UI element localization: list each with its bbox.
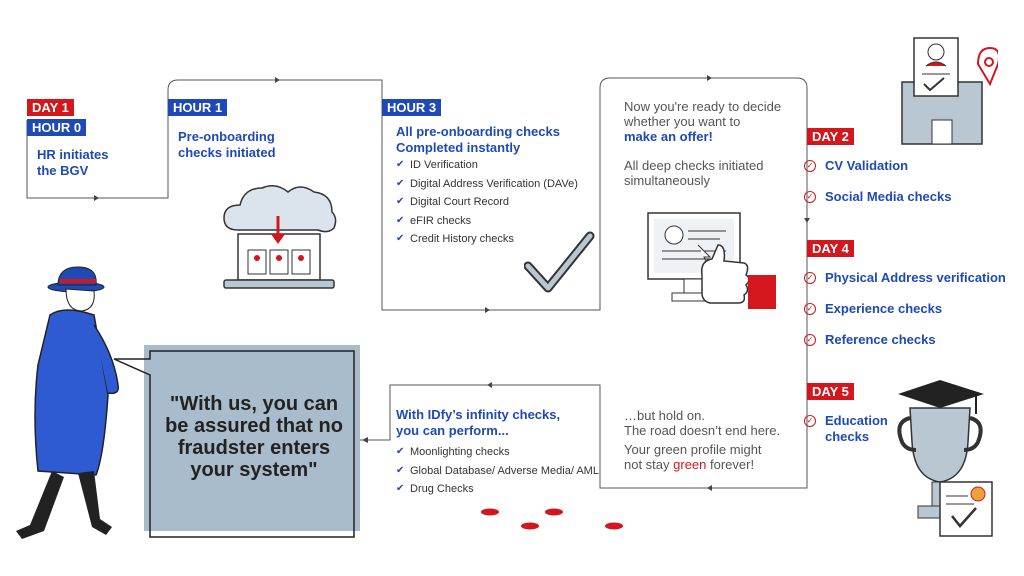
start-text: HR initiates the BGV — [37, 147, 109, 178]
day-2-tag: DAY 2 — [807, 128, 854, 145]
step3-text: Now you're ready to decide whether you want to make an offer! All deep checks initiated simultaneously — [624, 99, 782, 188]
infinity-title: With IDfy’s infinity checks, you can perform... — [396, 407, 561, 438]
footprints-icon — [478, 500, 638, 536]
check-icon: ✔ — [396, 177, 405, 189]
monitor-thumbs-up-icon — [640, 205, 782, 315]
list-item: ✔ Drug Checks — [396, 480, 599, 499]
check-circle-icon: ✓ — [804, 415, 816, 427]
check-icon: ✔ — [396, 159, 405, 170]
check-circle-icon: ✓ — [804, 303, 816, 315]
bgv-process-diagram: DAY 1 HOUR 0 HR initiates the BGV HOUR 1 Pre-onboarding checks initiated HOUR 3 All pre-onboarding checks Completed instantly ✔ ID Verification ✔ Digital Address Verification (DAVe) ✔ Digital Court Record ✔ eFIR checks ✔ Credit History checks Now you're ready to decide whether you want to make an offer! All deep checks initiated simultaneously DAY 2 ✓ CV Validation ✓ Social Media checks DAY 4 ✓ Physical Address verification ✓ Experience checks ✓ Reference checks DAY 5 ✓ Education checks …but hold on. The road doesn’t end here. Your green profile might not stay green forever! With IDfy’s infinity checks, you can perform... ✔ Moonlighting checks ✔ Global Database/ Adverse Media/ AML ✔ Drug Checks "With us, you can be assured that no fraudster enters your system" — [0, 0, 1024, 576]
check-icon: ✔ — [396, 196, 405, 207]
infinity-check-list — [396, 443, 599, 499]
step2-title: All pre-onboarding checks Completed instantly — [396, 124, 560, 155]
list-item: ✔ Digital Court Record — [396, 193, 578, 212]
list-item: ✔ Credit History checks — [396, 230, 578, 249]
check-circle-icon: ✓ — [804, 191, 816, 203]
list-item: ✔ Global Database/ Adverse Media/ AML — [396, 462, 599, 481]
quote-text: "With us, you can be assured that no fraudster enters your system" — [165, 393, 343, 481]
check-icon: ✔ — [396, 446, 405, 457]
cloud-laptop-icon — [218, 178, 340, 296]
check-circle-icon: ✓ — [804, 160, 816, 172]
graduation-trophy-icon — [888, 378, 998, 542]
hour-3-tag: HOUR 3 — [382, 99, 441, 116]
check-circle-icon: ✓ — [804, 334, 816, 346]
list-item: ✔ Digital Address Verification (DAVe) — [396, 175, 578, 194]
day-4-tag: DAY 4 — [807, 240, 854, 257]
hour-0-tag: HOUR 0 — [27, 119, 86, 136]
step1-title: Pre-onboarding checks initiated — [178, 129, 276, 160]
detective-icon — [8, 265, 136, 545]
day-5-tag: DAY 5 — [807, 383, 854, 400]
check-icon: ✔ — [396, 483, 405, 494]
list-item: ✔ ID Verification — [396, 156, 578, 175]
list-item: ✔ eFIR checks — [396, 212, 578, 231]
check-circle-icon: ✓ — [804, 272, 816, 284]
holdon-text: …but hold on. The road doesn’t end here. Your green profile might not stay green forever! — [624, 408, 781, 472]
list-item: ✔ Moonlighting checks — [396, 443, 599, 462]
check-icon: ✔ — [396, 214, 405, 226]
office-building-icon — [898, 34, 998, 146]
big-checkmark-icon — [524, 230, 596, 298]
day-1-tag: DAY 1 — [27, 99, 74, 116]
check-icon: ✔ — [396, 233, 405, 244]
check-icon: ✔ — [396, 464, 405, 476]
hour-1-tag: HOUR 1 — [168, 99, 227, 116]
